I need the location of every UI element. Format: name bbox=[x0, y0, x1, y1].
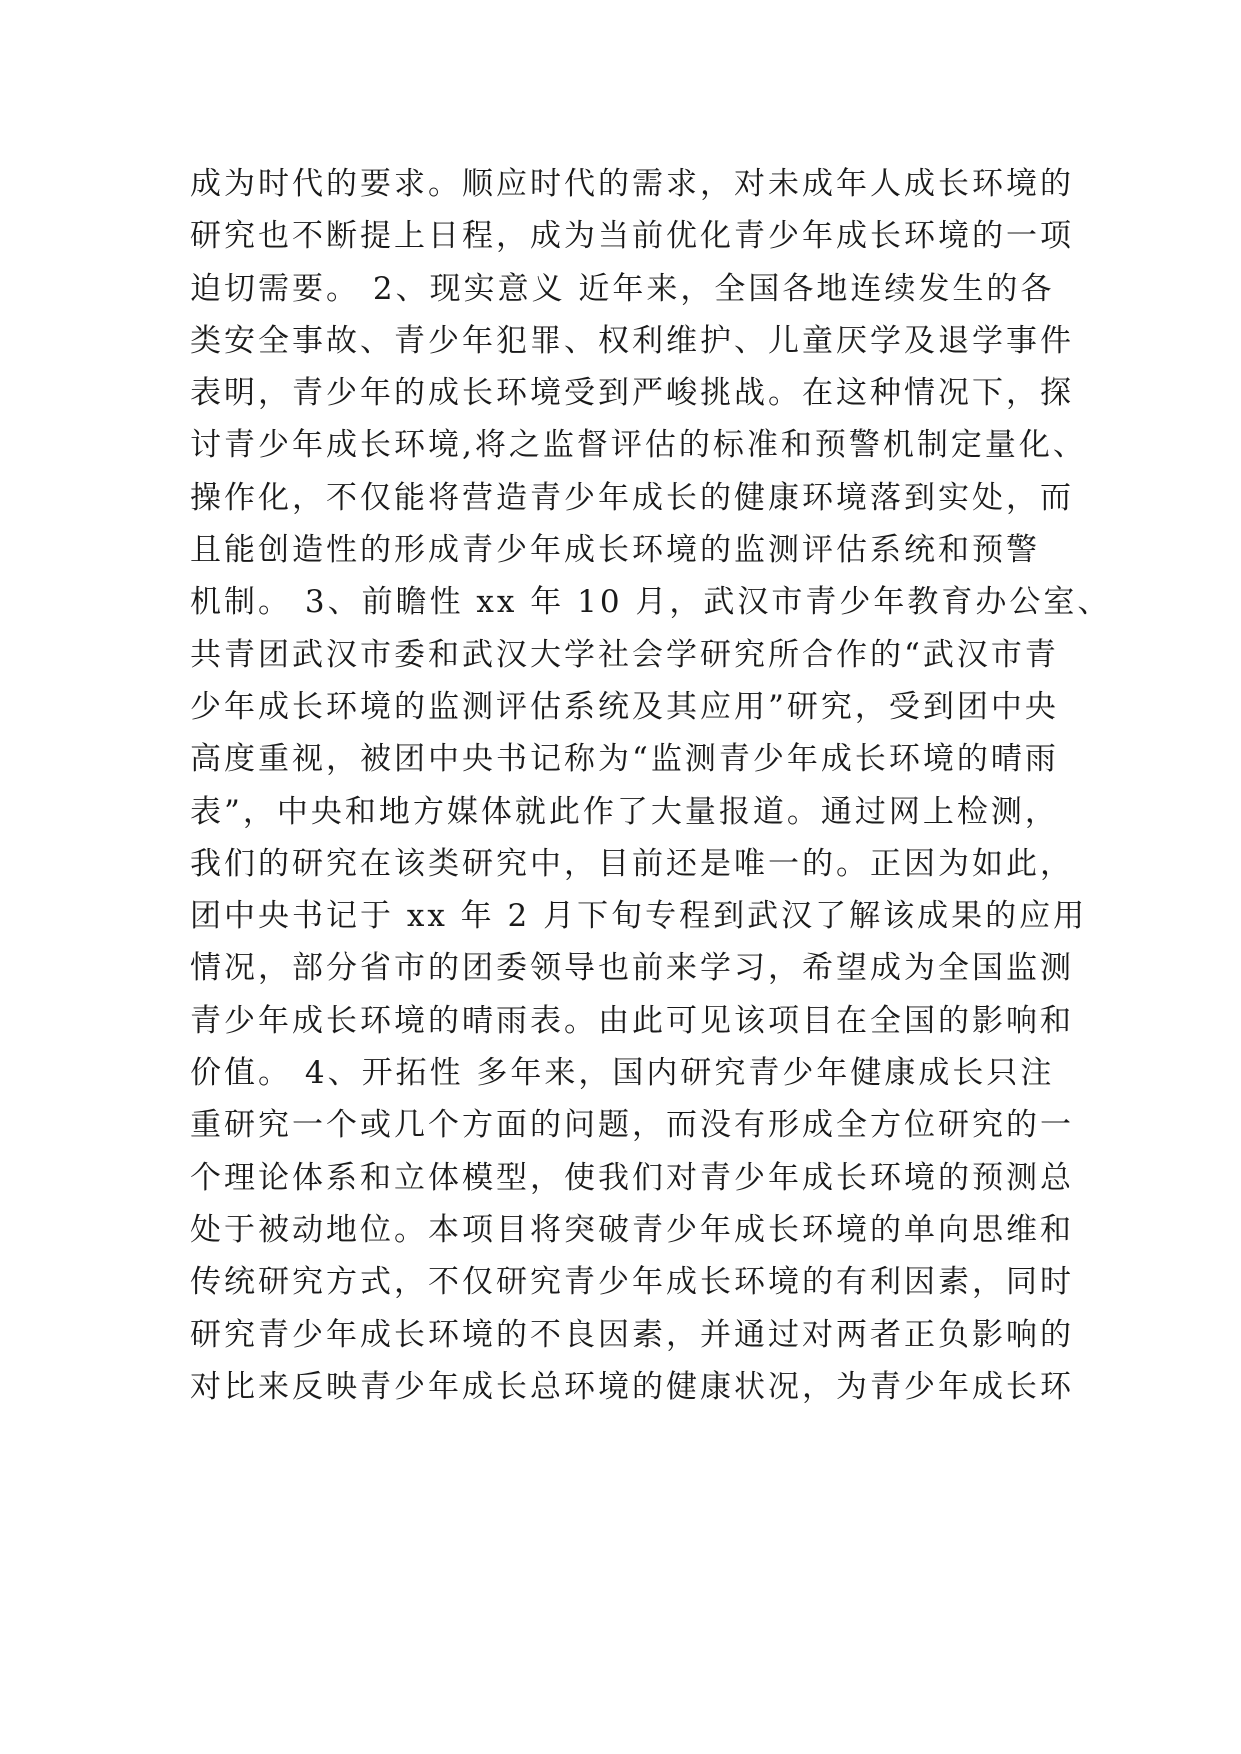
text-line: 高度重视，被团中央书记称为“监测青少年成长环境的晴雨 bbox=[190, 741, 1059, 778]
text-line: 价值。 4、开拓性 多年来，国内研究青少年健康成长只注 bbox=[190, 1055, 1055, 1092]
text-line: 类安全事故、青少年犯罪、权利维护、儿童厌学及退学事件 bbox=[190, 322, 1074, 359]
text-line: 处于被动地位。本项目将突破青少年成长环境的单向思维和 bbox=[190, 1211, 1074, 1248]
text-line: 传统研究方式，不仅研究青少年成长环境的有利因素，同时 bbox=[190, 1264, 1074, 1301]
text-line: 我们的研究在该类研究中，目前还是唯一的。正因为如此， bbox=[190, 845, 1074, 882]
text-line: 机制。 3、前瞻性 xx 年 10 月，武汉市青少年教育办公室、 bbox=[190, 584, 1112, 621]
text-line: 迫切需要。 2、现实意义 近年来，全国各地连续发生的各 bbox=[190, 270, 1055, 307]
text-line: 情况，部分省市的团委领导也前来学习，希望成为全国监测 bbox=[190, 950, 1074, 987]
text-line: 青少年成长环境的晴雨表。由此可见该项目在全国的影响和 bbox=[190, 1002, 1074, 1039]
text-line: 表明，青少年的成长环境受到严峻挑战。在这种情况下，探 bbox=[190, 375, 1074, 412]
text-line: 团中央书记于 xx 年 2 月下旬专程到武汉了解该成果的应用 bbox=[190, 898, 1088, 935]
text-line: 且能创造性的形成青少年成长环境的监测评估系统和预警 bbox=[190, 532, 1040, 569]
text-line: 共青团武汉市委和武汉大学社会学研究所合作的“武汉市青 bbox=[190, 636, 1059, 673]
text-line: 重研究一个或几个方面的问题，而没有形成全方位研究的一 bbox=[190, 1107, 1074, 1144]
text-line: 少年成长环境的监测评估系统及其应用”研究，受到团中央 bbox=[190, 688, 1059, 725]
text-line: 表”，中央和地方媒体就此作了大量报道。通过网上检测， bbox=[190, 793, 1059, 830]
body-text bbox=[190, 158, 1112, 1413]
text-line: 对比来反映青少年成长总环境的健康状况，为青少年成长环 bbox=[190, 1368, 1074, 1405]
text-line: 讨青少年成长环境,将之监督评估的标准和预警机制定量化、 bbox=[190, 427, 1087, 464]
text-line: 成为时代的要求。顺应时代的需求，对未成年人成长环境的 bbox=[190, 166, 1074, 202]
text-line: 研究也不断提上日程，成为当前优化青少年成长环境的一项 bbox=[190, 218, 1074, 255]
text-line: 操作化，不仅能将营造青少年成长的健康环境落到实处，而 bbox=[190, 479, 1074, 516]
text-line: 研究青少年成长环境的不良因素，并通过对两者正负影响的 bbox=[190, 1316, 1074, 1353]
text-line: 个理论体系和立体模型，使我们对青少年成长环境的预测总 bbox=[190, 1159, 1074, 1196]
